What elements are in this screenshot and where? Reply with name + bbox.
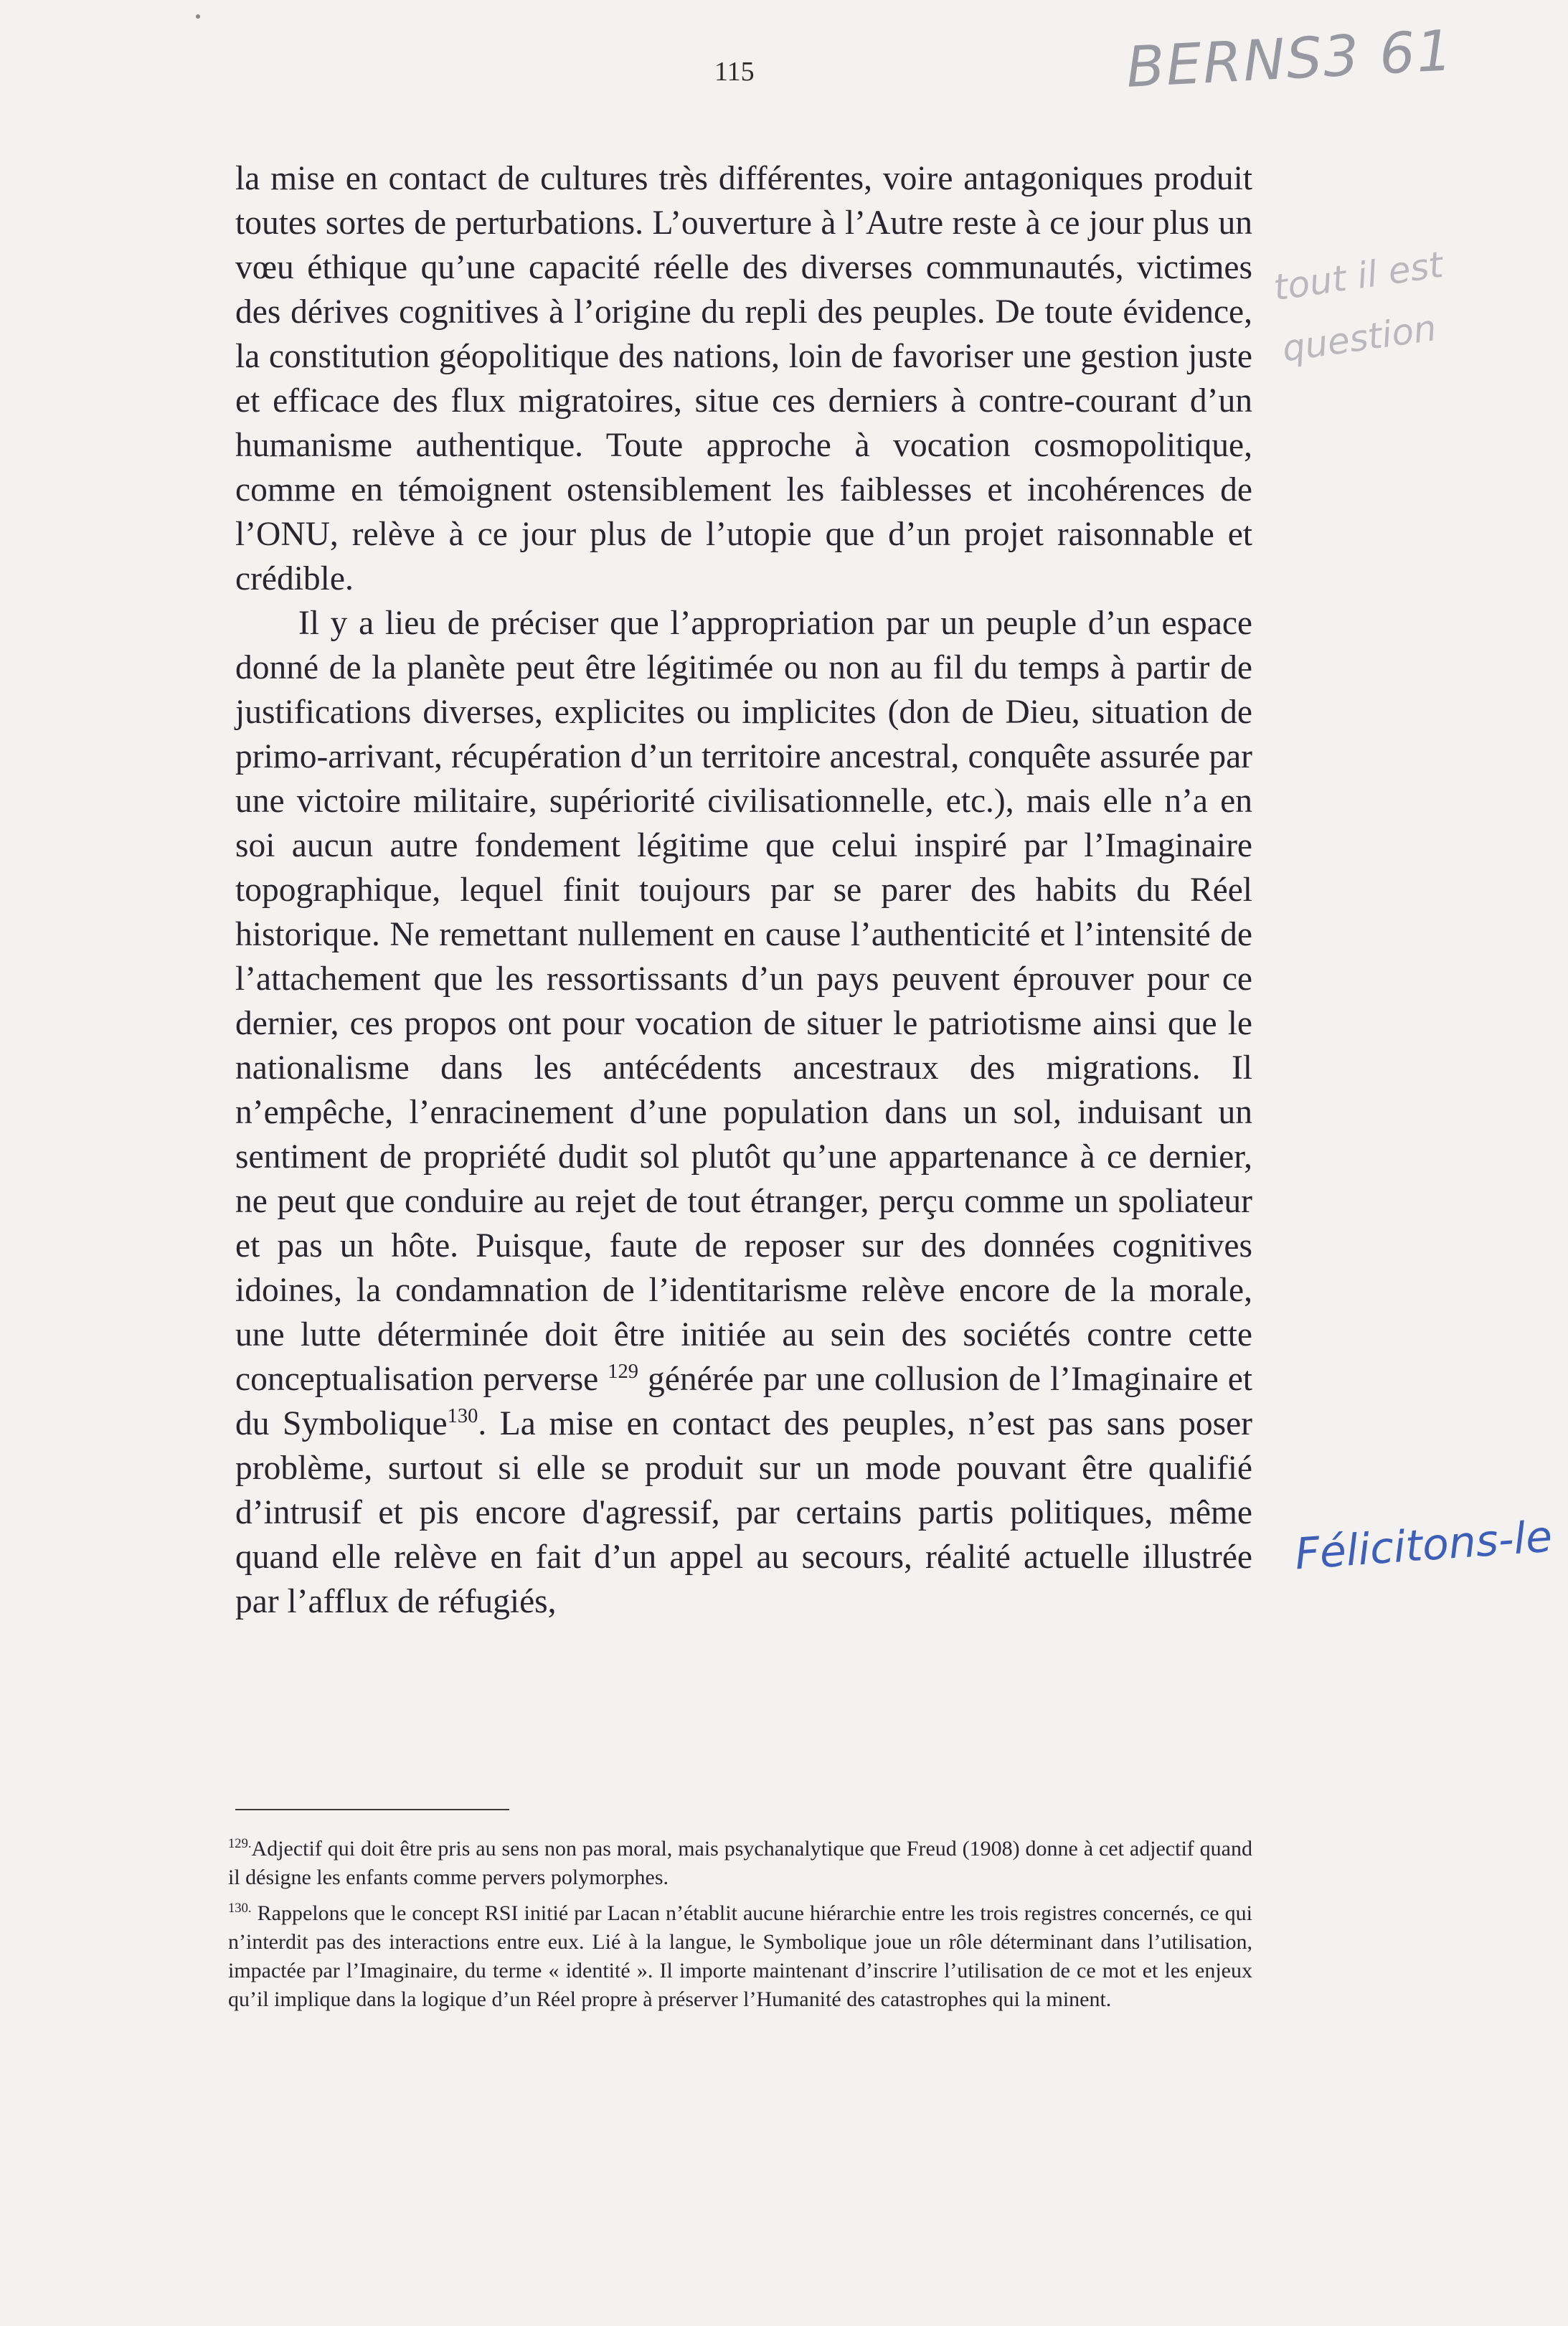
footnote-separator: [235, 1809, 509, 1810]
handwritten-reference: BERNS3 61: [1124, 19, 1455, 100]
paragraph-2: [235, 601, 1252, 1624]
paragraph-1: la mise en contact de cultures très différentes, voire antagoniques produit toutes sortes de perturbations. L’ouverture à l’Autre reste à ce jour plus un vœu éthique qu’une capacité réelle des diverses communautés, victimes des dérives cognitives à l’origine du repli des peuples. De toute évidence, la constitution géopolitique des nations, loin de favoriser une gestion juste et efficace des flux migratoires, situe ces derniers à contre-courant d’un humanisme authentique. Toute approche à vocation cosmopolitique, comme en témoignent ostensiblement les faiblesses et incohérences de l’ONU, relève à ce jour plus de l’utopie que d’un projet raisonnable et crédible.: [235, 160, 1252, 597]
margin-annotation: tout il est question: [1270, 243, 1446, 370]
footnote-ref-129[interactable]: 129: [608, 1361, 639, 1384]
paragraph-2-part-a: Il y a lieu de préciser que l’appropriation par un peuple d’un espace donné de la planète peut être légitimée ou non au fil du temps à partir de justifications diverses, explicites ou implicites (don de Dieu, situation de primo-arrivant, récupération d’un territoire ancestral, conquête assurée par une victoire militaire, supériorité civilisationnelle, etc.), mais elle n’a en soi aucun autre fondement légitime que celui inspiré par l’Imaginaire topographique, lequel finit toujours par se parer des habits du Réel historique. Ne remettant nullement en cause l’authenticité et l’intensité de l’attachement que les ressortissants d’un pays peuvent éprouver pour ce dernier, ces propos ont pour vocation de situer le patriotisme ainsi que le nationalisme dans les antécédents ancestraux des migrations. Il n’empêche, l’enracinement d’une population dans un sol, induisant un sentiment de propriété dudit sol plutôt qu’une appartenance à ce dernier, ne peut que conduire au rejet de tout étranger, perçu comme un spoliateur et pas un hôte. Puisque, faute de reposer sur des données cognitives idoines, la condamnation de l’identitarisme relève encore de la morale, une lutte déterminée doit être initiée au sein des sociétés contre cette conceptualisation perverse: [235, 605, 1252, 1398]
footnote-number: 130.: [228, 1901, 252, 1916]
footnote-ref-130[interactable]: 130: [447, 1405, 478, 1428]
main-text: [235, 156, 1252, 1624]
footnote-129: [228, 1835, 1252, 1892]
scan-speck: [196, 14, 200, 19]
paragraph-2-part-b: générée par une collusion de l’Imaginaire et du Symbolique: [235, 1361, 1252, 1442]
handwritten-inline-annotation: Félicitons-le: [1293, 1511, 1554, 1580]
paragraph-2-part-c: . La mise en contact des peuples, n’est pas sans poser problème, surtout si elle se produit sur un mode pouvant être qualifié d’intrusif et pis encore d'agressif, par certains partis politiques, même quand elle relève en fait d’un appel au secours, réalité actuelle illustrée par l’afflux de réfugiés,: [235, 1405, 1252, 1620]
footnote-number: 129.: [228, 1836, 252, 1851]
footnote-text: Adjectif qui doit être pris au sens non pas moral, mais psychanalytique que Freud (1908) donne à cet adjectif quand il désigne les enfants comme pervers polymorphes.: [228, 1837, 1252, 1889]
footnotes: [228, 1835, 1252, 2021]
footnote-text: Rappelons que le concept RSI initié par Lacan n’établit aucune hiérarchie entre les trois registres concernés, ce qui n’interdit pas des interactions entre eux. Lié à la langue, le Symbolique joue un rôle déterminant dans l’utilisation, impactée par l’Imaginaire, du terme « identité ». Il importe maintenant d’inscrire l’utilisation de ce mot et les enjeux qu’il implique dans la logique d’un Réel propre à préserver l’Humanité des catastrophes qui la minent.: [228, 1901, 1253, 2011]
page-number: 115: [714, 57, 755, 87]
footnote-130: [228, 1899, 1252, 2014]
